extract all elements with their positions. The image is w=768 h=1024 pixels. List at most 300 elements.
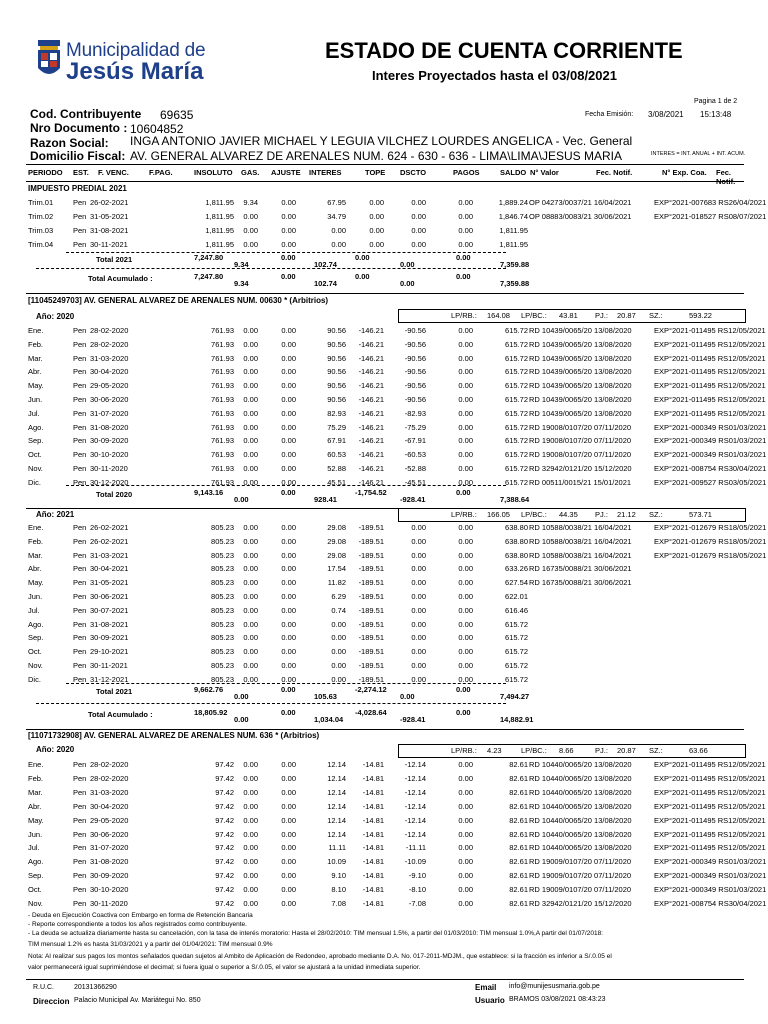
cell-est: Pen	[73, 773, 87, 783]
cell-ajuste: 0.00	[281, 843, 296, 853]
section-title-arbitrios-1: [11045249703] AV. GENERAL ALVAREZ DE ARENALES NUM. 00630 * (Arbitrios)	[28, 296, 329, 305]
cell-dscto: -8.10	[408, 885, 426, 895]
cell-tope: -189.51	[358, 578, 384, 588]
cell-f-venc: 31-08-2020	[90, 857, 129, 867]
cell-valor-notif: OP 08883/0083/21 30/06/2021	[529, 212, 632, 221]
cell-interes: 17.54	[327, 564, 346, 574]
cell-f-venc: 31-03-2020	[90, 787, 129, 797]
parameter-label: PJ.:	[595, 311, 608, 320]
cell-exp-coa-notif: EXP°2021-012679 RS18/05/2021	[654, 536, 767, 546]
cell-pagos: 0.00	[458, 801, 473, 811]
cell-ajuste: 0.00	[281, 829, 296, 839]
note-line: - Reporte correspondiente a todos los años registrados como contribuyente.	[28, 921, 247, 928]
cell-gas: 0.00	[243, 647, 258, 657]
total-value: 7,359.88	[500, 260, 530, 269]
cell-interes: 11.82	[327, 578, 346, 588]
cell-exp-coa-notif: EXP°2021-012679 RS18/05/2021	[654, 550, 767, 560]
cell-gas: 0.00	[243, 422, 258, 432]
cell-exp-coa-notif: EXP°2021-007683 RS26/04/2021	[654, 198, 767, 207]
cell-pagos: 0.00	[458, 760, 473, 769]
cell-f-venc: 30-06-2021	[90, 592, 129, 601]
cell-periodo: Abr.	[28, 801, 42, 811]
cell-f-venc: 31-05-2021	[90, 212, 129, 221]
cell-interes: 0.00	[331, 619, 346, 629]
cell-pagos: 0.00	[458, 829, 473, 839]
col-gas: GAS.	[241, 168, 260, 177]
cell-tope: -146.21	[358, 464, 384, 473]
cell-tope: -14.81	[362, 843, 384, 853]
cell-est: Pen	[73, 477, 87, 487]
cell-dscto: -90.56	[404, 339, 426, 349]
cell-interes: 45.51	[327, 477, 346, 487]
total-value: 0.00	[400, 279, 415, 288]
cell-f-venc: 30-11-2021	[90, 661, 128, 670]
parameter-value: 573.71	[689, 510, 712, 519]
cell-gas: 0.00	[243, 661, 258, 670]
cell-periodo: Mar.	[28, 550, 43, 560]
column-header-row	[26, 164, 744, 186]
cell-gas: 0.00	[243, 367, 258, 377]
cell-saldo: 82.61	[509, 857, 528, 867]
cell-est: Pen	[73, 198, 87, 207]
cell-dscto: -90.56	[404, 367, 426, 377]
cell-dscto: -90.56	[404, 326, 426, 335]
cell-est: Pen	[73, 408, 87, 418]
total-value: -928.41	[400, 715, 426, 724]
cell-dscto: 0.00	[411, 647, 426, 657]
cell-insoluto: 761.93	[211, 450, 234, 460]
total-value: 0.00	[400, 692, 415, 701]
cell-saldo: 615.72	[505, 674, 528, 684]
total-value: 0.00	[234, 692, 249, 701]
cell-tope: -14.81	[362, 829, 384, 839]
parameter-label: SZ.:	[649, 311, 663, 320]
cell-insoluto: 97.42	[215, 773, 234, 783]
cell-pagos: 0.00	[458, 226, 473, 235]
cell-gas: 9.34	[243, 198, 258, 207]
cell-gas: 0.00	[243, 871, 258, 881]
cell-exp-coa-notif: EXP°2021-018527 RS08/07/2021	[654, 212, 767, 221]
cell-exp-coa-notif: EXP°2021-011495 RS12/05/2021	[654, 367, 766, 377]
cell-insoluto: 805.23	[211, 619, 234, 629]
dashed-separator	[66, 683, 506, 684]
cell-periodo: Dic.	[28, 674, 41, 684]
cell-saldo: 615.72	[505, 477, 528, 487]
cell-pagos: 0.00	[458, 647, 473, 657]
cell-periodo: Feb.	[28, 339, 44, 349]
cell-periodo: Jul.	[28, 843, 40, 853]
municipality-name-line1: Municipalidad de	[66, 40, 206, 61]
cell-gas: 0.00	[243, 464, 258, 473]
cell-est: Pen	[73, 326, 87, 335]
cell-interes: 29.08	[327, 550, 346, 560]
cell-est: Pen	[73, 381, 87, 391]
cell-pagos: 0.00	[458, 464, 473, 473]
cell-saldo: 615.72	[505, 450, 528, 460]
col-nro-valor: N° Valor	[530, 168, 559, 177]
cell-valor-notif: RD 10440/0065/20 13/08/2020	[529, 815, 632, 825]
cell-pagos: 0.00	[458, 605, 473, 615]
cell-periodo: Sep.	[28, 633, 44, 643]
year-label-2020: Año: 2020	[36, 312, 75, 321]
document-title: ESTADO DE CUENTA CORRIENTE	[325, 38, 683, 63]
cell-dscto: -90.56	[404, 353, 426, 363]
cell-insoluto: 1,811.95	[205, 198, 234, 207]
table-row	[26, 577, 744, 589]
cell-pagos: 0.00	[458, 422, 473, 432]
table-row	[26, 773, 766, 785]
cell-insoluto: 805.23	[211, 536, 234, 546]
table-row	[26, 815, 766, 827]
cell-gas: 0.00	[243, 450, 258, 460]
cell-saldo: 615.72	[505, 408, 528, 418]
cell-periodo: Ene.	[28, 760, 44, 769]
cell-ajuste: 0.00	[281, 605, 296, 615]
cell-insoluto: 97.42	[215, 885, 234, 895]
cell-f-venc: 30-09-2020	[90, 871, 129, 881]
cell-dscto: 0.00	[411, 240, 426, 249]
cell-periodo: Jul.	[28, 605, 40, 615]
cell-ajuste: 0.00	[281, 674, 296, 684]
parameter-label: SZ.:	[649, 510, 663, 519]
cell-insoluto: 805.23	[211, 661, 234, 670]
cell-gas: 0.00	[243, 633, 258, 643]
cell-interes: 0.00	[331, 661, 346, 670]
table-row	[26, 536, 767, 548]
cell-saldo: 615.72	[505, 422, 528, 432]
cell-dscto: -90.56	[404, 381, 426, 391]
cell-ajuste: 0.00	[281, 381, 296, 391]
cell-pagos: 0.00	[458, 436, 473, 446]
cell-insoluto: 761.93	[211, 367, 234, 377]
cell-gas: 0.00	[243, 564, 258, 574]
cell-ajuste: 0.00	[281, 212, 296, 221]
cell-tope: -146.21	[358, 395, 384, 404]
cell-valor-notif: RD 10439/0065/20 13/08/2020	[529, 326, 632, 335]
cell-tope: -189.51	[358, 536, 384, 546]
cell-saldo: 615.72	[505, 661, 528, 670]
cell-exp-coa-notif: EXP°2021-000349 RS01/03/2021	[654, 422, 767, 432]
cell-tope: -189.51	[358, 605, 384, 615]
cell-interes: 90.56	[327, 326, 346, 335]
user-value: BRAMOS 03/08/2021 08:43:23	[509, 996, 606, 1003]
dashed-separator	[66, 485, 506, 486]
cell-pagos: 0.00	[458, 395, 473, 404]
table-row	[26, 605, 744, 617]
cell-periodo: Trim.03	[28, 226, 54, 235]
parameter-label: LP/BC.:	[521, 311, 547, 320]
cell-interes: 90.56	[327, 339, 346, 349]
cell-pagos: 0.00	[458, 339, 473, 349]
parameter-label: PJ.:	[595, 746, 608, 755]
cell-tope: -189.51	[358, 564, 384, 574]
table-row	[26, 211, 767, 223]
cell-periodo: Jun.	[28, 395, 43, 404]
cell-tope: -14.81	[362, 815, 384, 825]
cell-dscto: 0.00	[411, 605, 426, 615]
cell-gas: 0.00	[243, 760, 258, 769]
cell-saldo: 1,811.95	[499, 226, 528, 235]
col-ajuste: AJUSTE	[271, 168, 301, 177]
cell-gas: 0.00	[243, 801, 258, 811]
cell-ajuste: 0.00	[281, 564, 296, 574]
cell-insoluto: 761.93	[211, 408, 234, 418]
business-name: INGA ANTONIO JAVIER MICHAEL Y LEGUIA VILCHEZ LOURDES ANGELICA - Vec. General	[130, 134, 633, 148]
cell-periodo: Ene.	[28, 326, 44, 335]
cell-est: Pen	[73, 212, 87, 221]
cell-exp-coa-notif: EXP°2021-011495 RS12/05/2021	[654, 353, 766, 363]
parameter-value: 166.05	[487, 510, 510, 519]
cell-est: Pen	[73, 829, 87, 839]
cell-ajuste: 0.00	[281, 450, 296, 460]
cell-ajuste: 0.00	[281, 760, 296, 769]
cell-tope: 0.00	[369, 226, 384, 235]
cell-saldo: 627.54	[505, 578, 528, 588]
cell-exp-coa-notif: EXP°2021-000349 RS01/03/2021	[654, 885, 767, 895]
cell-est: Pen	[73, 674, 87, 684]
cell-gas: 0.00	[243, 326, 258, 335]
cell-est: Pen	[73, 605, 87, 615]
cell-gas: 0.00	[243, 550, 258, 560]
col-fec-notif-2: Fec. Notif.	[716, 168, 736, 186]
cell-ajuste: 0.00	[281, 536, 296, 546]
total-value: 0.00	[456, 488, 471, 497]
col-est: EST.	[73, 168, 89, 177]
cell-ajuste: 0.00	[281, 198, 296, 207]
parameter-label: LP/RB.:	[451, 510, 477, 519]
cell-dscto: -12.14	[404, 787, 426, 797]
cell-saldo: 638.80	[505, 536, 528, 546]
cell-ajuste: 0.00	[281, 240, 296, 249]
cell-ajuste: 0.00	[281, 899, 296, 908]
emission-date-label: Fecha Emisión:	[585, 111, 634, 118]
business-name-label: Razon Social:	[30, 136, 109, 150]
cell-dscto: 0.00	[411, 550, 426, 560]
cell-insoluto: 97.42	[215, 801, 234, 811]
cell-exp-coa-notif: EXP°2021-011495 RS12/05/2021	[654, 408, 766, 418]
total-value: 0.00	[456, 708, 471, 717]
col-nro-exp-coa: N° Exp. Coa.	[662, 168, 707, 177]
section-divider	[26, 293, 744, 294]
document-subtitle: Interes Proyectados hasta el 03/08/2021	[372, 68, 617, 83]
table-row	[26, 522, 767, 534]
cell-interes: 9.10	[331, 871, 346, 881]
cell-f-venc: 28-02-2020	[90, 326, 129, 335]
total-value: 105.63	[314, 692, 337, 701]
total-value: 0.00	[456, 685, 471, 694]
cell-exp-coa-notif: EXP°2021-009527 RS03/05/2021	[654, 477, 767, 487]
total-value: 14,882.91	[500, 715, 534, 724]
cell-gas: 0.00	[243, 339, 258, 349]
table-row	[26, 801, 766, 813]
cell-valor-notif: RD 19008/0107/20 07/11/2020	[529, 436, 632, 446]
cell-tope: 0.00	[369, 198, 384, 207]
page-number: Pagina 1 de 2	[694, 98, 738, 105]
cell-tope: -146.21	[358, 408, 384, 418]
cell-periodo: Jun.	[28, 829, 43, 839]
footer-divider	[26, 979, 744, 980]
cell-insoluto: 761.93	[211, 326, 234, 335]
tax-parameters-box	[398, 744, 746, 758]
cell-periodo: Trim.04	[28, 240, 54, 249]
cell-saldo: 82.61	[509, 773, 528, 783]
cell-exp-coa-notif: EXP°2021-011495 RS12/05/2021	[654, 829, 766, 839]
cell-insoluto: 761.93	[211, 395, 234, 404]
cell-saldo: 633.26	[505, 564, 528, 574]
cell-pagos: 0.00	[458, 523, 473, 532]
cell-gas: 0.00	[243, 773, 258, 783]
table-row	[26, 632, 744, 644]
cell-periodo: Abr.	[28, 367, 42, 377]
cell-est: Pen	[73, 550, 87, 560]
table-row	[26, 898, 767, 910]
table-row	[26, 660, 744, 672]
cell-dscto: -12.14	[404, 815, 426, 825]
cell-dscto: 0.00	[411, 523, 426, 532]
parameter-value: 8.66	[559, 746, 574, 755]
cell-f-venc: 28-02-2020	[90, 339, 129, 349]
cell-dscto: -82.93	[404, 408, 426, 418]
cell-pagos: 0.00	[458, 619, 473, 629]
cell-dscto: 0.00	[411, 536, 426, 546]
cell-exp-coa-notif: EXP°2021-012679 RS18/05/2021	[654, 523, 767, 532]
total-value: 1,034.04	[314, 715, 344, 724]
cell-interes: 8.10	[331, 885, 346, 895]
note-line: Nota: Al realizar sus pagos los montos señalados quedan sujetos al Ambito de Aplicación de Redondeo, aprobado mediante D.A. No. 017-2011-MDJM., que establece: si la fracción es inferior a S/.0.05 el	[28, 953, 612, 960]
cell-exp-coa-notif: EXP°2021-011495 RS12/05/2021	[654, 326, 766, 335]
cell-ajuste: 0.00	[281, 773, 296, 783]
cell-dscto: -90.56	[404, 395, 426, 404]
total-value: 7,494.27	[500, 692, 530, 701]
cell-gas: 0.00	[243, 885, 258, 895]
cell-periodo: Nov.	[28, 661, 43, 670]
cell-est: Pen	[73, 353, 87, 363]
table-row	[26, 829, 766, 841]
cell-valor-notif: RD 10439/0065/20 13/08/2020	[529, 353, 632, 363]
cell-tope: 0.00	[369, 212, 384, 221]
total-value: 0.00	[355, 272, 370, 281]
cell-tope: -146.21	[358, 381, 384, 391]
cell-dscto: -12.14	[404, 829, 426, 839]
cell-exp-coa-notif: EXP°2021-011495 RS12/05/2021	[654, 381, 766, 391]
cell-pagos: 0.00	[458, 578, 473, 588]
cell-insoluto: 97.42	[215, 815, 234, 825]
cell-saldo: 615.72	[505, 353, 528, 363]
cell-gas: 0.00	[243, 829, 258, 839]
cell-valor-notif: OP 04273/0037/21 16/04/2021	[529, 198, 632, 207]
total-value: 0.00	[281, 685, 296, 694]
section-title-predial: IMPUESTO PREDIAL 2021	[28, 184, 127, 193]
cell-tope: -189.51	[358, 633, 384, 643]
cell-dscto: 0.00	[411, 592, 426, 601]
total-label: Total Acumulado :	[88, 274, 153, 283]
cell-ajuste: 0.00	[281, 436, 296, 446]
table-row	[26, 394, 766, 406]
cell-ajuste: 0.00	[281, 464, 296, 473]
cell-f-venc: 30-11-2021	[90, 240, 128, 249]
cell-interes: 11.11	[328, 843, 346, 853]
cell-est: Pen	[73, 815, 87, 825]
cell-interes: 90.56	[327, 381, 346, 391]
cell-insoluto: 97.42	[215, 871, 234, 881]
total-value: 0.00	[281, 488, 296, 497]
cell-exp-coa-notif: EXP°2021-000349 RS01/03/2021	[654, 871, 767, 881]
dashed-separator	[36, 703, 506, 704]
cell-valor-notif: RD 10440/0065/20 13/08/2020	[529, 760, 632, 769]
cell-gas: 0.00	[243, 843, 258, 853]
cell-insoluto: 805.23	[211, 605, 234, 615]
cell-valor-notif: RD 10439/0065/20 13/08/2020	[529, 408, 632, 418]
cell-gas: 0.00	[243, 240, 258, 249]
cell-pagos: 0.00	[458, 885, 473, 895]
cell-periodo: Jul.	[28, 408, 40, 418]
cell-est: Pen	[73, 843, 87, 853]
table-row	[26, 380, 766, 392]
email-value[interactable]: info@munijesusmaria.gob.pe	[509, 983, 600, 990]
cell-est: Pen	[73, 787, 87, 797]
parameter-value: 20.87	[617, 311, 636, 320]
total-value: 7,247.80	[194, 272, 224, 281]
cell-dscto: 0.00	[411, 564, 426, 574]
total-label: Total 2020	[96, 490, 133, 499]
ruc-value: 20131366290	[74, 984, 117, 991]
cell-gas: 0.00	[243, 381, 258, 391]
cell-est: Pen	[73, 564, 87, 574]
cell-valor-notif: RD 19008/0107/20 07/11/2020	[529, 422, 632, 432]
cell-dscto: -9.10	[408, 871, 426, 881]
cell-valor-notif: RD 19009/0107/20 07/11/2020	[529, 885, 632, 895]
cell-tope: -146.21	[358, 422, 384, 432]
cell-interes: 60.53	[327, 450, 346, 460]
cell-interes: 0.00	[331, 647, 346, 657]
table-row	[26, 563, 744, 575]
cell-saldo: 82.61	[509, 871, 528, 881]
cell-gas: 0.00	[243, 787, 258, 797]
tax-parameters-box	[398, 508, 746, 522]
cell-exp-coa-notif: EXP°2021-011495 RS12/05/2021	[654, 339, 766, 349]
cell-gas: 0.00	[243, 226, 258, 235]
cell-insoluto: 805.23	[211, 550, 234, 560]
cell-tope: -14.81	[362, 899, 384, 908]
cell-valor-notif: RD 10588/0038/21 16/04/2021	[529, 550, 632, 560]
email-label: Email	[475, 983, 497, 992]
cell-dscto: 0.00	[411, 198, 426, 207]
cell-f-venc: 28-02-2020	[90, 760, 129, 769]
cell-interes: 0.00	[331, 633, 346, 643]
cell-ajuste: 0.00	[281, 857, 296, 867]
col-f-pag: F.PAG.	[149, 168, 173, 177]
cell-insoluto: 1,811.95	[205, 226, 234, 235]
cell-ajuste: 0.00	[281, 326, 296, 335]
cell-interes: 10.09	[327, 857, 346, 867]
parameter-label: LP/BC.:	[521, 746, 547, 755]
cell-dscto: -52.88	[404, 464, 426, 473]
cell-est: Pen	[73, 367, 87, 377]
parameter-label: LP/BC.:	[521, 510, 547, 519]
cell-dscto: -45.51	[404, 477, 426, 487]
cell-dscto: -75.29	[404, 422, 426, 432]
cell-insoluto: 1,811.95	[205, 240, 234, 249]
cell-dscto: -12.14	[404, 801, 426, 811]
cell-exp-coa-notif: EXP°2021-011495 RS12/05/2021	[654, 801, 766, 811]
cell-saldo: 622.01	[505, 592, 528, 601]
cell-tope: -14.81	[362, 857, 384, 867]
cell-f-venc: 31-07-2020	[90, 408, 129, 418]
cell-saldo: 1,846.74	[498, 212, 528, 221]
cell-tope: -189.51	[358, 647, 384, 657]
cell-est: Pen	[73, 633, 87, 643]
table-row	[26, 435, 767, 447]
